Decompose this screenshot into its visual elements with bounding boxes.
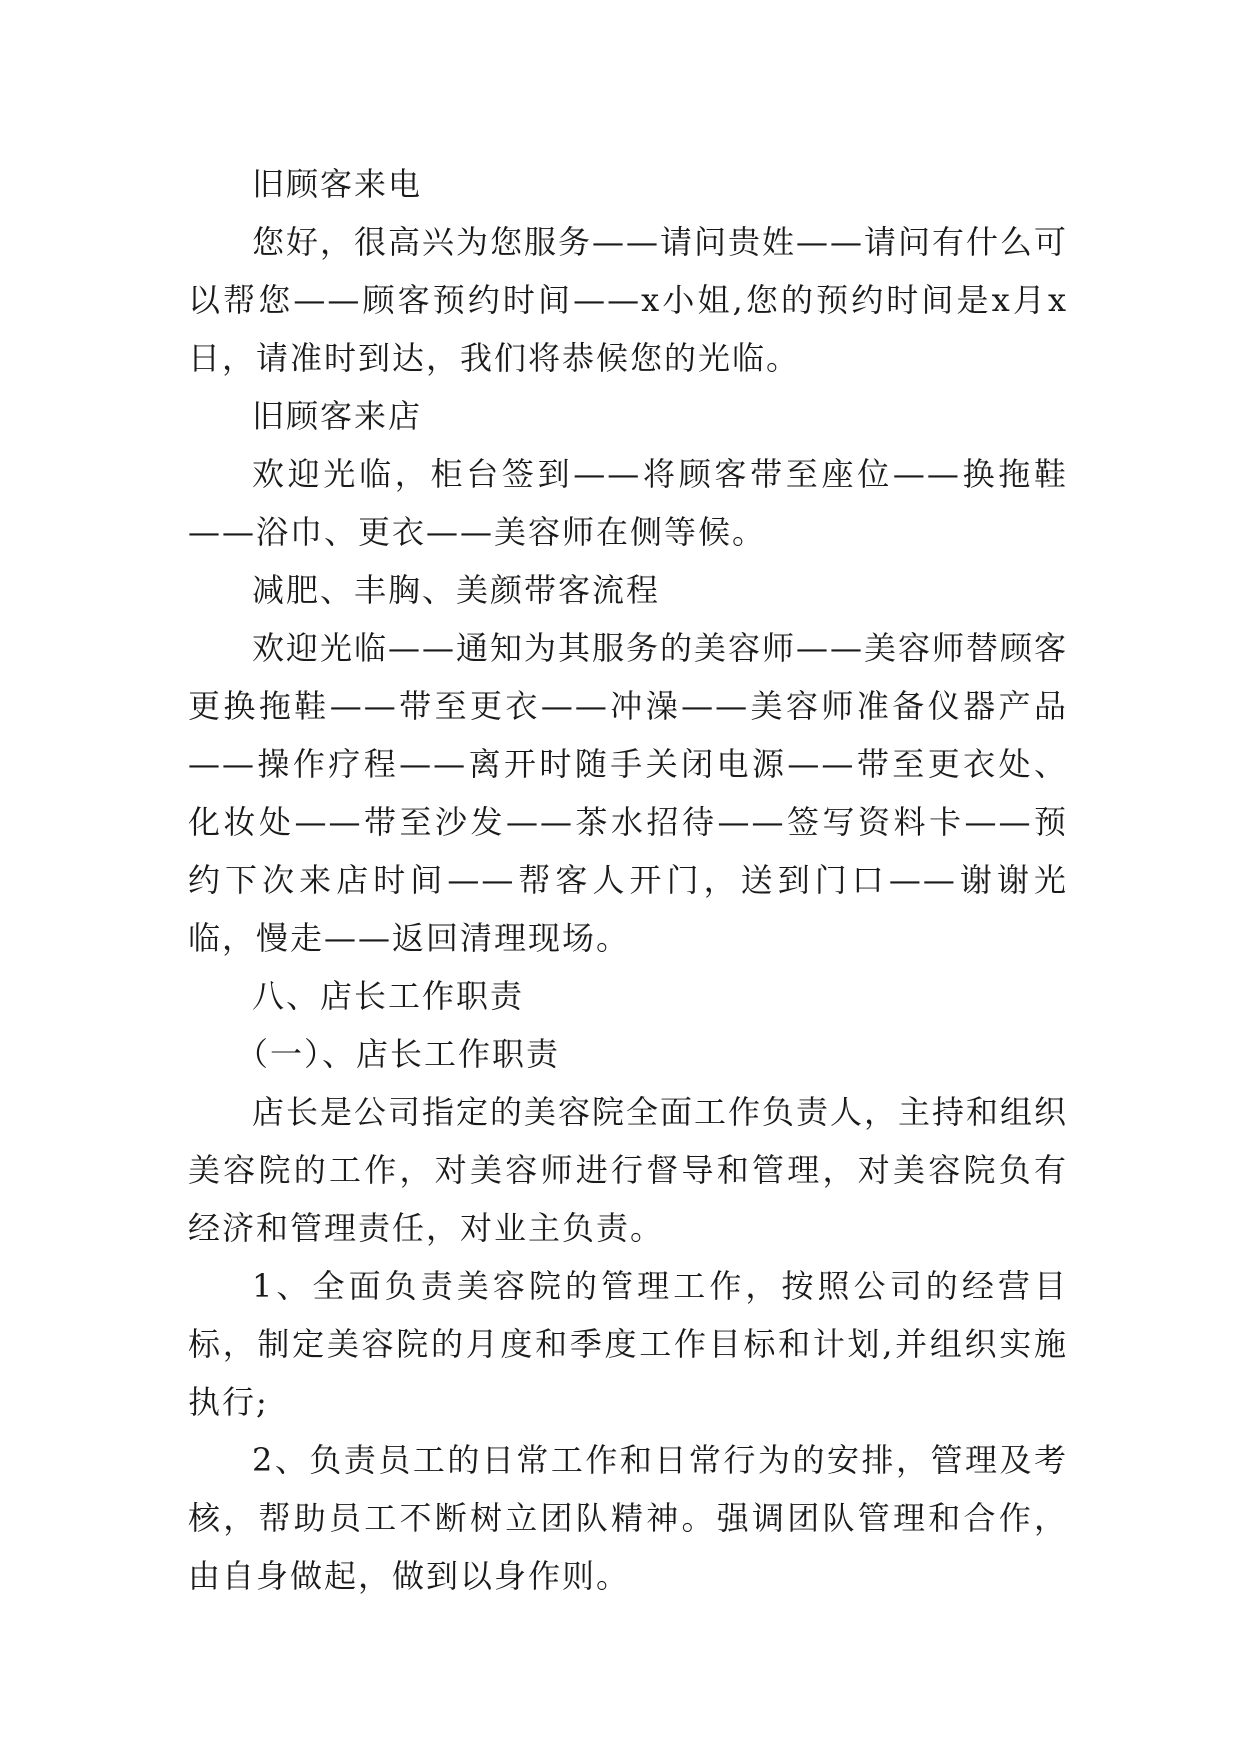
duty-item-2: 2、负责员工的日常工作和日常行为的安排，管理及考核，帮助员工不断树立团队精神。强调团队管理和合作，由自身做起，做到以身作则。 [188, 1441, 1068, 1595]
document-body [188, 155, 1068, 1605]
duty-item-1: 1、全面负责美容院的管理工作，按照公司的经营目标，制定美容院的月度和季度工作目标和计划,并组织实施执行; [188, 1267, 1068, 1421]
heading-old-customer-call: 旧顾客来电 [252, 165, 423, 203]
paragraph-visit-script: 欢迎光临，柜台签到——将顾客带至座位——换拖鞋——浴巾、更衣——美容师在侧等候。 [188, 455, 1068, 551]
paragraph-manager-definition: 店长是公司指定的美容院全面工作负责人，主持和组织美容院的工作，对美容师进行督导和管理，对美容院负有经济和管理责任，对业主负责。 [188, 1093, 1069, 1247]
section-heading-manager-duties: 八、店长工作职责 [252, 977, 525, 1015]
subsection-heading-manager-duties: （一）、店长工作职责 [236, 1035, 561, 1073]
paragraph-service-flow: 欢迎光临——通知为其服务的美容师——美容师替顾客更换拖鞋——带至更衣——冲澡——美容师准备仪器产品——操作疗程——离开时随手关闭电源——带至更衣处、化妆处——带至沙发——茶水招待——签写资料卡——预约下次来店时间——帮客人开门，送到门口——谢谢光临，慢走——返回清理现场。 [188, 629, 1069, 957]
paragraph-call-script: 您好，很高兴为您服务——请问贵姓——请问有什么可以帮您——顾客预约时间——x小姐,您的预约时间是x月x日，请准时到达，我们将恭候您的光临。 [188, 223, 1069, 377]
heading-old-customer-visit: 旧顾客来店 [252, 397, 423, 435]
heading-service-flow: 减肥、丰胸、美颜带客流程 [252, 571, 661, 609]
